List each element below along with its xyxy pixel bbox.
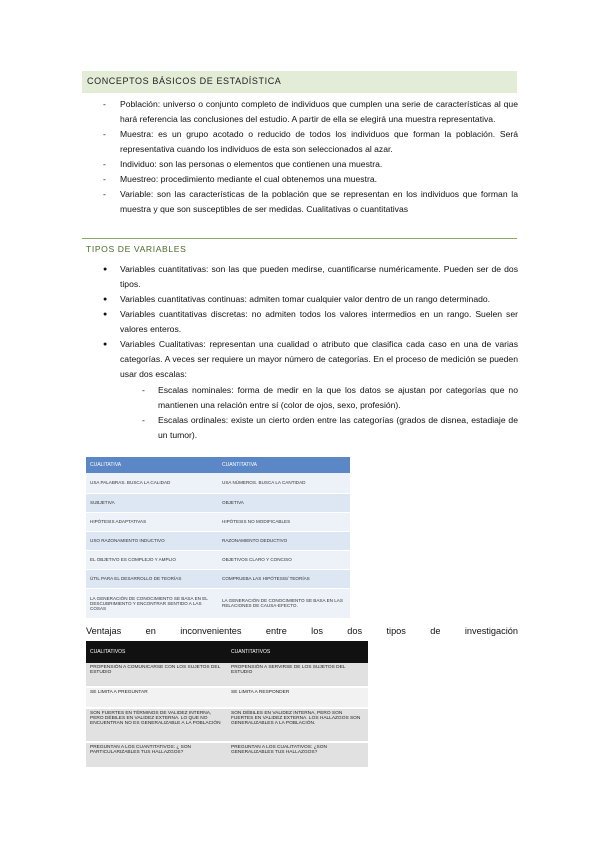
table-cell: PREGUNTAN A LOS CUALITATIVOS: ¿SON GENERALIZABLES TUS HALLAZGOS? (227, 742, 368, 768)
sublist-item: - Escalas ordinales: existe un cierto orden entre las categorías (grados de disnea, estadiaje de un tumor). (120, 413, 518, 443)
variables-list (86, 262, 518, 443)
table-cell: RAZONAMIENTO DEDUCTIVO (218, 531, 350, 550)
heading-word: en (145, 626, 156, 636)
table-header-cell: CUALITATIVA (86, 457, 218, 473)
comparison-table-cualitativa-cuantitativa (86, 457, 350, 619)
table-row (86, 687, 368, 708)
heading-word: investigación (464, 626, 518, 636)
table-row (86, 663, 368, 687)
list-item: - Población: universo o conjunto completo de individuos que cumplen una serie de características al que hará referencia las conclusiones del estudio. A partir de ella se elegirá una muestra representativa. (86, 97, 518, 127)
table-cell: PROPENSIÓN A COMUNICARSE CON LOS SUJETOS DEL ESTUDIO (86, 663, 227, 687)
sublist-item: - Escalas nominales: forma de medir en la que los datos se ajustan por categorías que no mantienen una relación entre sí (color de ojos, sexo, profesión). (120, 383, 518, 413)
table-cell: USA NÚMEROS. BUSCA LA CANTIDAD (218, 473, 350, 493)
table-cell: USO RAZONAMIENTO INDUCTIVO (86, 531, 218, 550)
table-cell: SE LIMITA A RESPONDER (227, 687, 368, 708)
table-cell: USA PALABRAS. BUSCA LA CALIDAD (86, 473, 218, 493)
list-item-cualitativas (86, 337, 518, 443)
section-heading-band (82, 71, 517, 93)
table-cell: COMPRUEBA LAS HIPÓTESIS/ TEORÍAS (218, 569, 350, 588)
table-cell: HIPÓTESIS NO MODIFICABLES (218, 512, 350, 531)
table-cell: SON FUERTES EN TÉRMINOS DE VALIDEZ INTERNA, PERO DÉBILES EN VALIDEZ EXTERNA. LO QUE NO ENCUENTRAN NO ES GENERALIZABLE A LA POBLACIÓN (86, 708, 227, 742)
heading-word: inconvenientes (180, 626, 242, 636)
list-item: ● Variables cuantitativas discretas: no admiten todos los valores intermedios en un rango. Suelen ser valores enteros. (86, 307, 518, 337)
heading-word: tipos (386, 626, 406, 636)
section-divider (82, 238, 517, 239)
table-row (86, 550, 350, 569)
scales-sublist (120, 383, 518, 443)
table-cell: ÚTIL PARA EL DESARROLLO DE TEORÍAS (86, 569, 218, 588)
list-item: ● Variables cuantitativas: son las que pueden medirse, cuantificarse numéricamente. Pueden ser de dos tipos. (86, 262, 518, 292)
table-header-cell: CUALITATIVOS (86, 641, 227, 663)
table-row (86, 569, 350, 588)
table-cell: SE LIMITA A PREGUNTAR (86, 687, 227, 708)
table-header-row (86, 641, 368, 663)
heading-word: entre (265, 626, 287, 636)
concepts-list (86, 97, 518, 217)
table-cell: OBJETIVOS CLARO Y CONCISO (218, 550, 350, 569)
table-row (86, 493, 350, 512)
list-item: - Muestra: es un grupo acotado o reducido de todos los individuos que forman la población. Será representativa cuando los individuos de esta son seleccionados al azar. (86, 127, 518, 157)
section-title-tipos: TIPOS DE VARIABLES (86, 244, 187, 254)
table-row (86, 742, 368, 768)
table-row (86, 531, 350, 550)
table-cell: OBJETIVA (218, 493, 350, 512)
list-item: - Variable: son las características de la población que se representan en los individuos que forman la muestra y que son susceptibles de ser medidas. Cualitativas o cuantitativas (86, 187, 518, 217)
list-item: - Individuo: son las personas o elementos que contienen una muestra. (86, 157, 518, 172)
table-row (86, 708, 368, 742)
section-title-conceptos: CONCEPTOS BÁSICOS DE ESTADÍSTICA (87, 76, 282, 86)
table-header-row (86, 457, 350, 473)
heading-word: dos (347, 626, 363, 636)
table-cell: PROPENSIÓN A SERVIRSE DE LOS SUJETOS DEL ESTUDIO (227, 663, 368, 687)
table-cell: LA GENERACIÓN DE CONOCIMIENTO SE BASA EN EL DESCUBRIMIENTO Y ENCONTRAR SENTIDO A LAS COSAS (86, 588, 218, 618)
table-cell: PREGUNTAN A LOS CUANTITATIVOS: ¿ SON PARTICULARIZABLES TUS HALLAZGOS? (86, 742, 227, 768)
heading-word: de (430, 626, 441, 636)
table-row (86, 512, 350, 531)
table-cell: SON DÉBILES EN VALIDEZ INTERNA, PERO SON FUERTES EN VALIDEZ EXTERNA. LOS HALLAZGOS SON GENERALIZABLES A LA POBLACIÓN. (227, 708, 368, 742)
table-cell: SUBJETIVA (86, 493, 218, 512)
heading-word: los (311, 626, 323, 636)
table-row (86, 588, 350, 618)
table-header-cell: CUANTITATIVOS (227, 641, 368, 663)
list-item: - Muestreo: procedimiento mediante el cual obtenemos una muestra. (86, 172, 518, 187)
comparison-table-cualitativos-cuantitativos (86, 641, 368, 769)
list-item: ● Variables cuantitativas continuas: admiten tomar cualquier valor dentro de un rango determinado. (86, 292, 518, 307)
heading-word: Ventajas (86, 626, 122, 636)
table-cell: EL OBJETIVO ES COMPLEJO Y AMPLIO (86, 550, 218, 569)
table-header-cell: CUANTITATIVA (218, 457, 350, 473)
list-item-text: Variables Cualitativas: representan una cualidad o atributo que clasifica cada caso en una de varias categorías. A veces ser requiere un mayor número de categorías. En el proceso de medición se pueden usar dos escalas: (120, 339, 518, 379)
table-cell: HIPÓTESIS ADAPTATIVAS (86, 512, 218, 531)
ventajas-heading (86, 626, 518, 636)
table-row (86, 473, 350, 493)
table-cell: LA GENERACIÓN DE CONOCIMIENTO SE BASA EN LAS RELACIONES DE CAUSA-EFECTO. (218, 588, 350, 618)
